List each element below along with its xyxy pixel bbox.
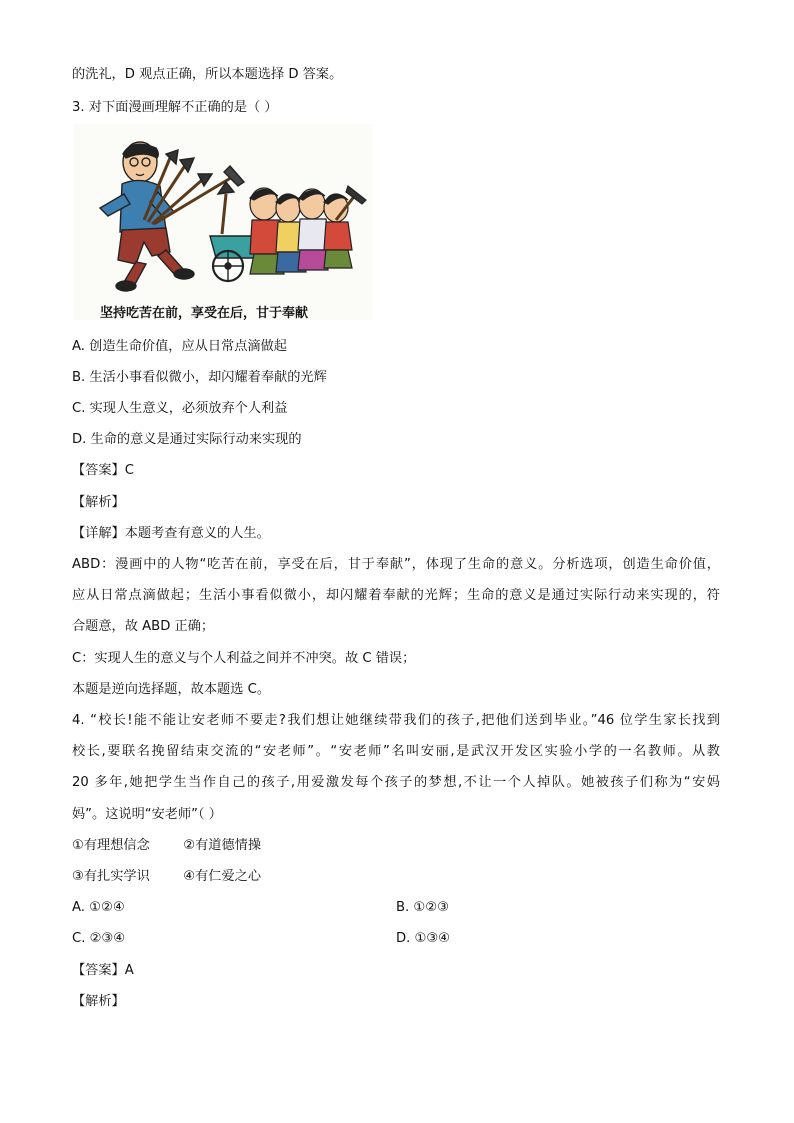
- option-d: D. ①③④: [396, 931, 451, 946]
- option-d: D. 生命的意义是通过实际行动来实现的: [72, 432, 302, 447]
- statement-options: ①有理想信念 ②有道德情操: [72, 838, 262, 853]
- explanation-line: C：实现人生的意义与个人利益之间并不冲突。故 C 错误；: [72, 651, 416, 666]
- option-b: B. 生活小事看似微小，却闪耀着奉献的光辉: [72, 370, 327, 385]
- statement-options: ③有扎实学识 ④有仁爱之心: [72, 869, 262, 884]
- explanation-line: ABD：漫画中的人物“吃苦在前，享受在后，甘于奉献”，体现了生命的意义。分析选项，创造生命价值，: [72, 557, 720, 572]
- text-line: 的洗礼，D 观点正确，所以本题选择 D 答案。: [72, 67, 343, 82]
- option-a: A. 创造生命价值，应从日常点滴做起: [72, 339, 287, 354]
- cartoon-caption: 坚持吃苦在前，享受在后，甘于奉献: [100, 306, 309, 321]
- answer-label: 【答案】C: [72, 463, 134, 478]
- question-3-stem: 3. 对下面漫画理解不正确的是（ ）: [72, 100, 278, 115]
- option-c: C. ②③④: [72, 931, 126, 946]
- explanation-line: 合题意，故 ABD 正确；: [72, 619, 215, 634]
- question-4-stem: 4. “校长!能不能让安老师不要走?我们想让她继续带我们的孩子,把他们送到毕业。”46 位学生家长找到: [72, 713, 720, 728]
- explanation-line: 应从日常点滴做起；生活小事看似微小，却闪耀着奉献的光辉；生命的意义是通过实际行动来实现的，符: [72, 588, 720, 603]
- analysis-label: 【解析】: [72, 495, 125, 510]
- cartoon-illustration: [74, 124, 372, 320]
- question-4-stem: 校长,要联名挽留结束交流的“安老师”。“安老师”名叫安丽,是武汉开发区实验小学的一名教师。从教: [72, 744, 720, 759]
- option-c: C. 实现人生意义，必须放弃个人利益: [72, 401, 288, 416]
- answer-label: 【答案】A: [72, 963, 134, 978]
- question-4-stem: 20 多年,她把学生当作自己的孩子,用爱激发每个孩子的梦想,不让一个人掉队。她被孩子们称为“安妈: [72, 775, 720, 790]
- analysis-label: 【解析】: [72, 994, 125, 1009]
- question-4-stem: 妈”。这说明“安老师”（ ）: [72, 807, 222, 822]
- detail-line: 【详解】本题考查有意义的人生。: [72, 526, 270, 541]
- conclusion-line: 本题是逆向选择题，故本题选 C。: [72, 682, 271, 697]
- option-a: A. ①②④: [72, 900, 125, 915]
- option-b: B. ①②③: [396, 900, 449, 915]
